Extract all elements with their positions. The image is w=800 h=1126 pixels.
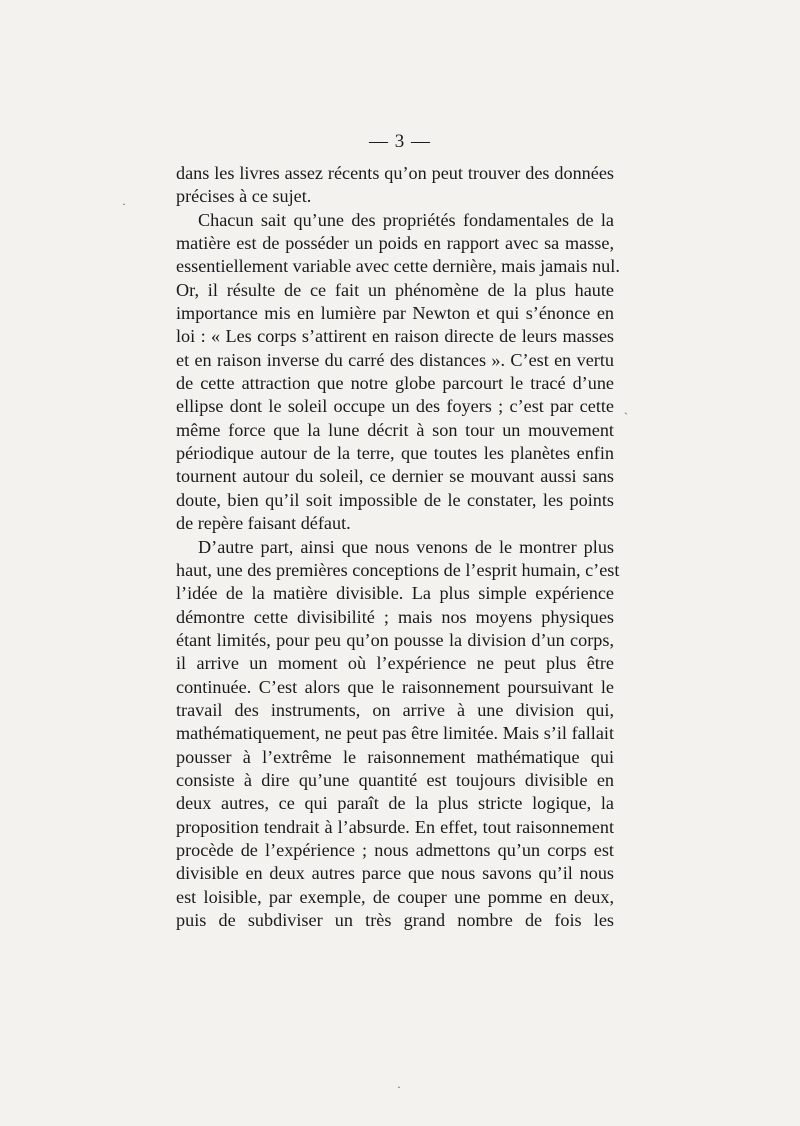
text-line: même force que la lune décrit à son tour un mouvement <box>176 419 614 440</box>
text-line: démontre cette divisibilité ; mais nos moyens physiques <box>176 606 614 627</box>
text-line: puis de subdiviser un très grand nombre de fois les <box>176 910 614 930</box>
text-line: Chacun sait qu’une des propriétés fondamentales de la <box>198 209 614 230</box>
page-number: — 3 — <box>369 131 431 152</box>
text-line: ellipse dont le soleil occupe un des foyers ; c’est par cette <box>176 396 614 417</box>
text-line: importance mis en lumière par Newton et qui s’énonce en <box>176 303 614 324</box>
text-line: matière est de posséder un poids en rapport avec sa masse, <box>176 233 614 254</box>
text-line: continuée. C’est alors que le raisonnement poursuivant le <box>176 676 614 697</box>
text-line: procède de l’expérience ; nous admettons qu’un corps est <box>176 839 614 860</box>
text-line: divisible en deux autres parce que nous savons qu’il nous <box>176 863 614 884</box>
text-line: étant limités, pour peu qu’on pousse la division d’un corps, <box>176 629 614 650</box>
text-line: travail des instruments, on arrive à une division qui, <box>176 699 614 720</box>
body-text <box>176 162 620 932</box>
text-line: périodique autour de la terre, que toutes les planètes enfin <box>176 443 614 464</box>
text-line: doute, bien qu’il soit impossible de le constater, les points <box>176 489 614 510</box>
text-line: dans les livres assez récents qu’on peut trouver des données <box>176 163 614 183</box>
text-line: essentiellement variable avec cette dernière, mais jamais nul. <box>176 256 620 277</box>
text-line: précises à ce sujet. <box>176 186 312 207</box>
margin-speck: · <box>122 197 126 211</box>
text-line: il arrive un moment où l’expérience ne peut plus être <box>176 653 614 674</box>
text-line: haut, une des premières conceptions de l’esprit humain, c’est <box>176 559 620 580</box>
text-line: et en raison inverse du carré des distances ». C’est en vertu <box>176 349 614 370</box>
text-line: l’idée de la matière divisible. La plus simple expérience <box>176 583 614 604</box>
text-line: loi : « Les corps s’attirent en raison directe de leurs masses <box>176 326 614 347</box>
margin-speck: · <box>397 1080 401 1094</box>
text-line: de repère faisant défaut. <box>176 513 351 534</box>
text-line: de cette attraction que notre globe parcourt le tracé d’une <box>176 373 614 394</box>
text-line: mathématiquement, ne peut pas être limitée. Mais s’il fallait <box>176 723 614 744</box>
text-line: est loisible, par exemple, de couper une pomme en deux, <box>176 886 614 907</box>
text-line: proposition tendrait à l’absurde. En effet, tout raisonnement <box>176 816 614 837</box>
text-line: pousser à l’extrême le raisonnement mathématique qui <box>176 746 614 767</box>
text-line: deux autres, ce qui paraît de la plus stricte logique, la <box>176 793 614 814</box>
text-line: tournent autour du soleil, ce dernier se mouvant aussi sans <box>176 466 614 487</box>
margin-speck: ˋ <box>624 410 628 424</box>
text-line: Or, il résulte de ce fait un phénomène de la plus haute <box>176 279 614 300</box>
text-line: D’autre part, ainsi que nous venons de le montrer plus <box>198 536 614 557</box>
text-line: consiste à dire qu’une quantité est toujours divisible en <box>176 769 614 790</box>
